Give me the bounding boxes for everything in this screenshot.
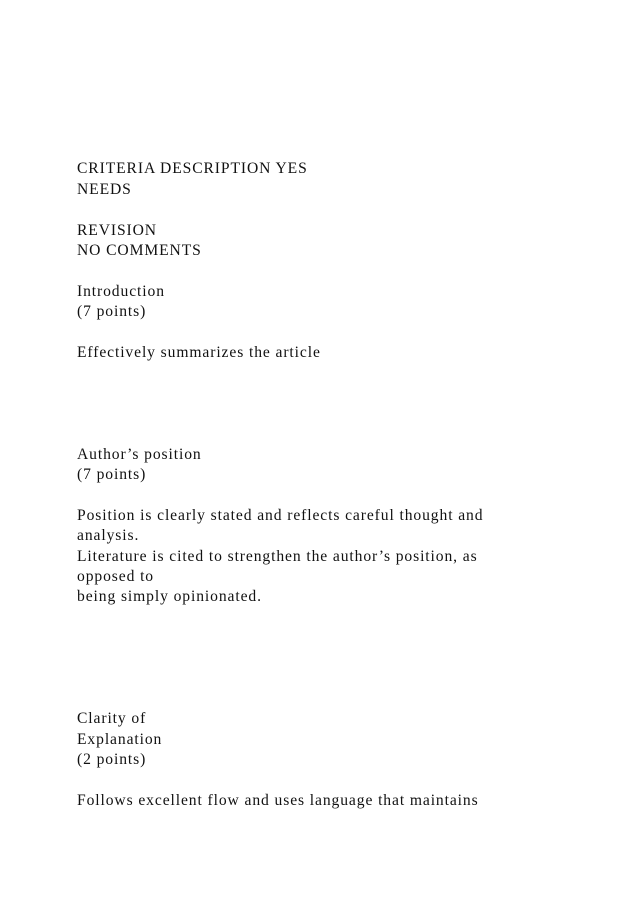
authors-position-title: Author’s position xyxy=(77,446,202,463)
header-needs-line: NEEDS xyxy=(77,181,132,198)
introduction-points: (7 points) xyxy=(77,303,147,320)
authors-position-description-line: Position is clearly stated and reflects careful thought and xyxy=(77,507,484,524)
introduction-description: Effectively summarizes the article xyxy=(77,344,321,361)
clarity-title-line2: Explanation xyxy=(77,731,163,748)
authors-position-description-line: Literature is cited to strengthen the author’s position, as xyxy=(77,548,478,565)
clarity-description: Follows excellent flow and uses language that maintains xyxy=(77,792,479,809)
clarity-points: (2 points) xyxy=(77,751,147,768)
clarity-title-line1: Clarity of xyxy=(77,710,147,727)
header-revision-line: REVISION xyxy=(77,222,157,239)
authors-position-description-line: being simply opinionated. xyxy=(77,588,262,605)
introduction-title: Introduction xyxy=(77,283,165,300)
authors-position-description-line: analysis. xyxy=(77,527,140,544)
header-no-comments-line: NO COMMENTS xyxy=(77,242,202,259)
header-criteria-line: CRITERIA DESCRIPTION YES xyxy=(77,160,308,177)
authors-position-points: (7 points) xyxy=(77,466,147,483)
authors-position-description-line: opposed to xyxy=(77,568,155,585)
